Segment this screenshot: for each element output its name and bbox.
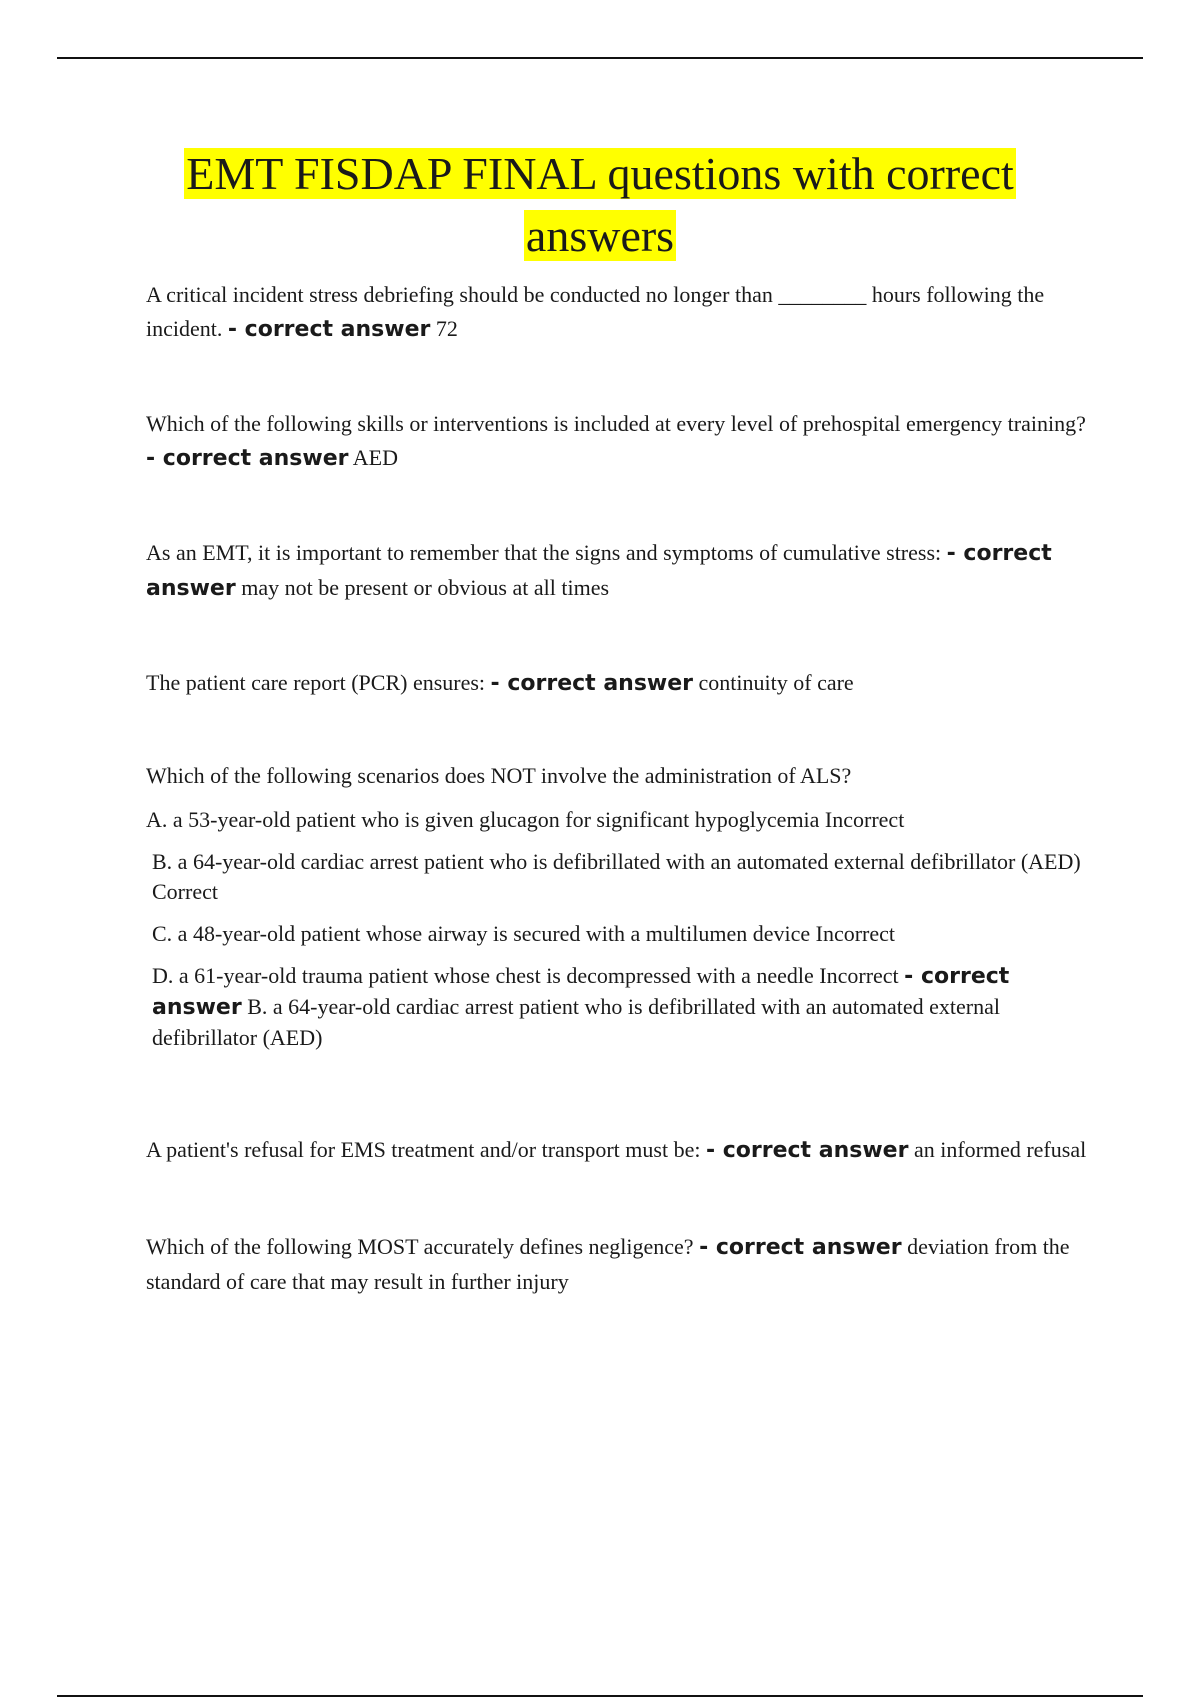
qa-item-4	[146, 666, 1096, 701]
mc-option-b: B. a 64-year-old cardiac arrest patient who is defibrillated with an automated external defibrillator (AED) Correct	[152, 849, 1081, 904]
qa-item-3	[146, 536, 1096, 606]
mc-option-d: D. a 61-year-old trauma patient whose chest is decompressed with a needle Incorrect	[152, 963, 899, 988]
question-text: Which of the following MOST accurately defines negligence?	[146, 1234, 694, 1259]
title-line-2: answers	[525, 210, 675, 261]
qa-item-5	[146, 1133, 1096, 1168]
correct-answer-marker: - correct answer	[705, 1138, 909, 1163]
answer-text: an informed refusal	[913, 1137, 1087, 1162]
correct-answer-marker: - correct answer	[699, 1235, 902, 1260]
question-text: A critical incident stress debriefing should be conducted no longer than ________ hours following the incident.	[146, 282, 1045, 341]
correct-answer-marker: - correct answer	[146, 541, 1052, 601]
question-text: Which of the following skills or interventions is included at every level of prehospital emergency training?	[146, 411, 1086, 436]
answer-text: may not be present or obvious at all times	[241, 575, 610, 600]
question-text: The patient care report (PCR) ensures:	[146, 670, 486, 695]
document-title	[100, 143, 1100, 267]
mc-option-a: A. a 53-year-old patient who is given glucagon for significant hypoglycemia Incorrect	[146, 807, 905, 832]
question-text: A patient's refusal for EMS treatment and/or transport must be:	[146, 1137, 701, 1162]
answer-text: B. a 64-year-old cardiac arrest patient who is defibrillated with an automated external defibrillator (AED)	[152, 994, 1000, 1050]
mc-option-c: C. a 48-year-old patient whose airway is secured with a multilumen device Incorrect	[152, 921, 896, 946]
correct-answer-marker: - correct answer	[227, 317, 431, 342]
mc-option-d-with-answer	[146, 961, 1096, 1053]
answer-text: AED	[352, 445, 398, 470]
question-text: As an EMT, it is important to remember that the signs and symptoms of cumulative stress:	[146, 540, 942, 565]
correct-answer-marker: - correct answer	[146, 446, 349, 471]
answer-text: deviation from the standard of care that may result in further injury	[146, 1234, 1070, 1294]
qa-item-1	[146, 278, 1096, 347]
correct-answer-marker: - correct answer	[490, 671, 694, 696]
answer-text: continuity of care	[698, 670, 854, 695]
document-body	[146, 278, 1096, 1299]
bottom-rule	[57, 1695, 1143, 1697]
answer-text: 72	[435, 316, 458, 341]
correct-answer-marker: - correct answer	[152, 964, 1010, 1020]
mc-question-text: Which of the following scenarios does NOT involve the administration of ALS?	[146, 763, 852, 788]
title-line-1: EMT FISDAP FINAL questions with correct	[186, 148, 1014, 199]
qa-item-6	[146, 1230, 1096, 1299]
top-rule	[57, 57, 1143, 59]
qa-item-2	[146, 407, 1096, 476]
mc-question-block	[146, 759, 1096, 1053]
